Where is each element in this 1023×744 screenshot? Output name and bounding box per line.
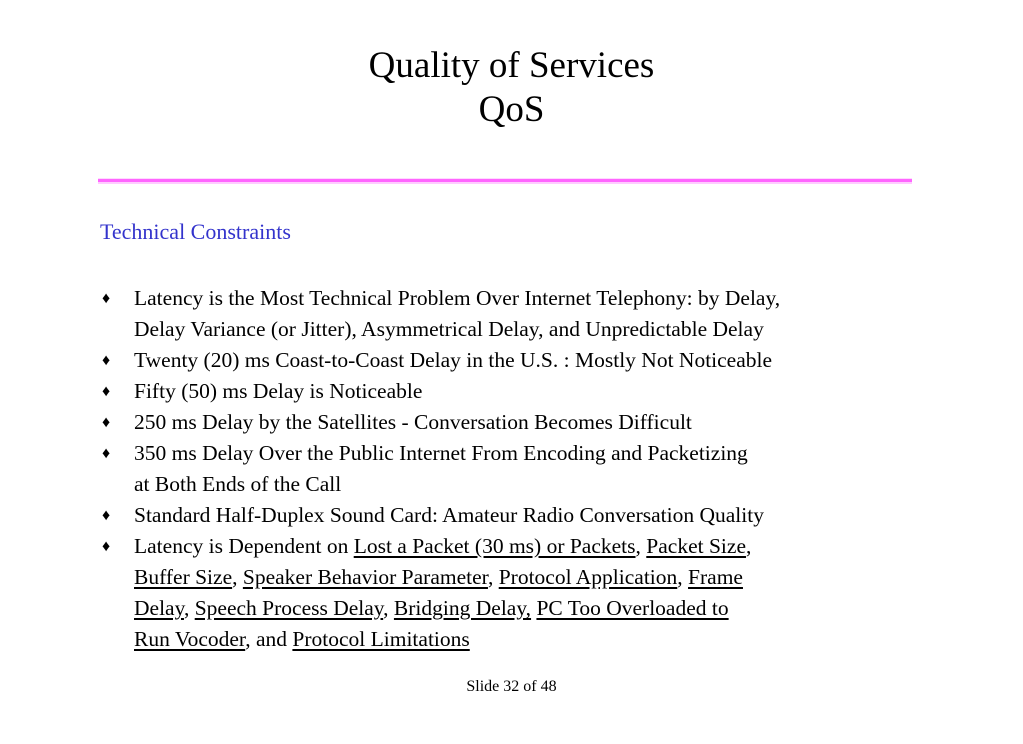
title-divider <box>98 179 912 182</box>
bullet-text-line <box>134 624 930 655</box>
separator: , and <box>245 627 293 651</box>
link-buffer-size[interactable]: Buffer Size <box>134 565 233 589</box>
bullet-text-line <box>134 531 930 562</box>
title-line-1: Quality of Services <box>368 45 655 86</box>
bullet-list <box>100 283 930 655</box>
slide-title <box>0 44 1023 132</box>
bullet-text: 350 ms Delay Over the Public Internet From Encoding and Packetizing <box>134 441 748 465</box>
bullet-item <box>100 438 930 500</box>
bullet-item <box>100 376 930 407</box>
bullet-item <box>100 500 930 531</box>
diamond-bullet-icon: ♦ <box>102 507 111 524</box>
diamond-bullet-icon: ♦ <box>102 538 111 555</box>
bullet-item <box>100 407 930 438</box>
separator: , <box>745 534 752 558</box>
slide-number: Slide 32 of 48 <box>466 678 557 695</box>
bullet-text: Delay Variance (or Jitter), Asymmetrical Delay, and Unpredictable Delay <box>134 317 764 341</box>
bullet-text: Twenty (20) ms Coast-to-Coast Delay in the U.S. : Mostly Not Noticeable <box>134 348 773 372</box>
bullet-item <box>100 283 930 345</box>
bullet-item <box>100 345 930 376</box>
link-protocol-limitations[interactable]: Protocol Limitations <box>292 627 470 651</box>
link-bridging-delay[interactable]: Bridging Delay, <box>393 596 532 620</box>
bullet-text: at Both Ends of the Call <box>134 472 342 496</box>
bullet-text: Fifty (50) ms Delay is Noticeable <box>134 379 423 403</box>
bullet-text: Latency is the Most Technical Problem Over Internet Telephony: by Delay, <box>134 286 781 310</box>
diamond-bullet-icon: ♦ <box>102 445 111 462</box>
bullet-text: Latency is Dependent on <box>134 534 354 558</box>
separator: , <box>677 565 689 589</box>
link-pc-overloaded[interactable]: Run Vocoder <box>134 627 246 651</box>
bullet-text-line <box>134 562 930 593</box>
diamond-bullet-icon: ♦ <box>102 290 111 307</box>
bullet-item <box>100 531 930 655</box>
link-speaker-behavior[interactable]: Speaker Behavior Parameter <box>242 565 488 589</box>
separator: , <box>635 534 647 558</box>
link-packet-size[interactable]: Packet Size <box>646 534 746 558</box>
link-speech-process-delay[interactable]: Speech Process Delay <box>194 596 384 620</box>
section-heading: Technical Constraints <box>100 219 291 244</box>
bullet-text: 250 ms Delay by the Satellites - Conversation Becomes Difficult <box>134 410 692 434</box>
separator: , <box>183 596 195 620</box>
diamond-bullet-icon: ♦ <box>102 383 111 400</box>
link-pc-overloaded[interactable]: PC Too Overloaded to <box>536 596 729 620</box>
separator: , <box>383 596 394 620</box>
separator: , <box>232 565 243 589</box>
title-line-2: QoS <box>478 89 545 130</box>
link-protocol-application[interactable]: Protocol Application <box>498 565 678 589</box>
bullet-text: Standard Half-Duplex Sound Card: Amateur Radio Conversation Quality <box>134 503 764 527</box>
bullet-text-line <box>134 593 930 624</box>
link-frame-delay[interactable]: Delay <box>134 596 184 620</box>
diamond-bullet-icon: ♦ <box>102 414 111 431</box>
separator: , <box>487 565 499 589</box>
link-frame-delay[interactable]: Frame <box>688 565 743 589</box>
diamond-bullet-icon: ♦ <box>102 352 111 369</box>
link-lost-packet[interactable]: Lost a Packet (30 ms) or Packets <box>353 534 636 558</box>
